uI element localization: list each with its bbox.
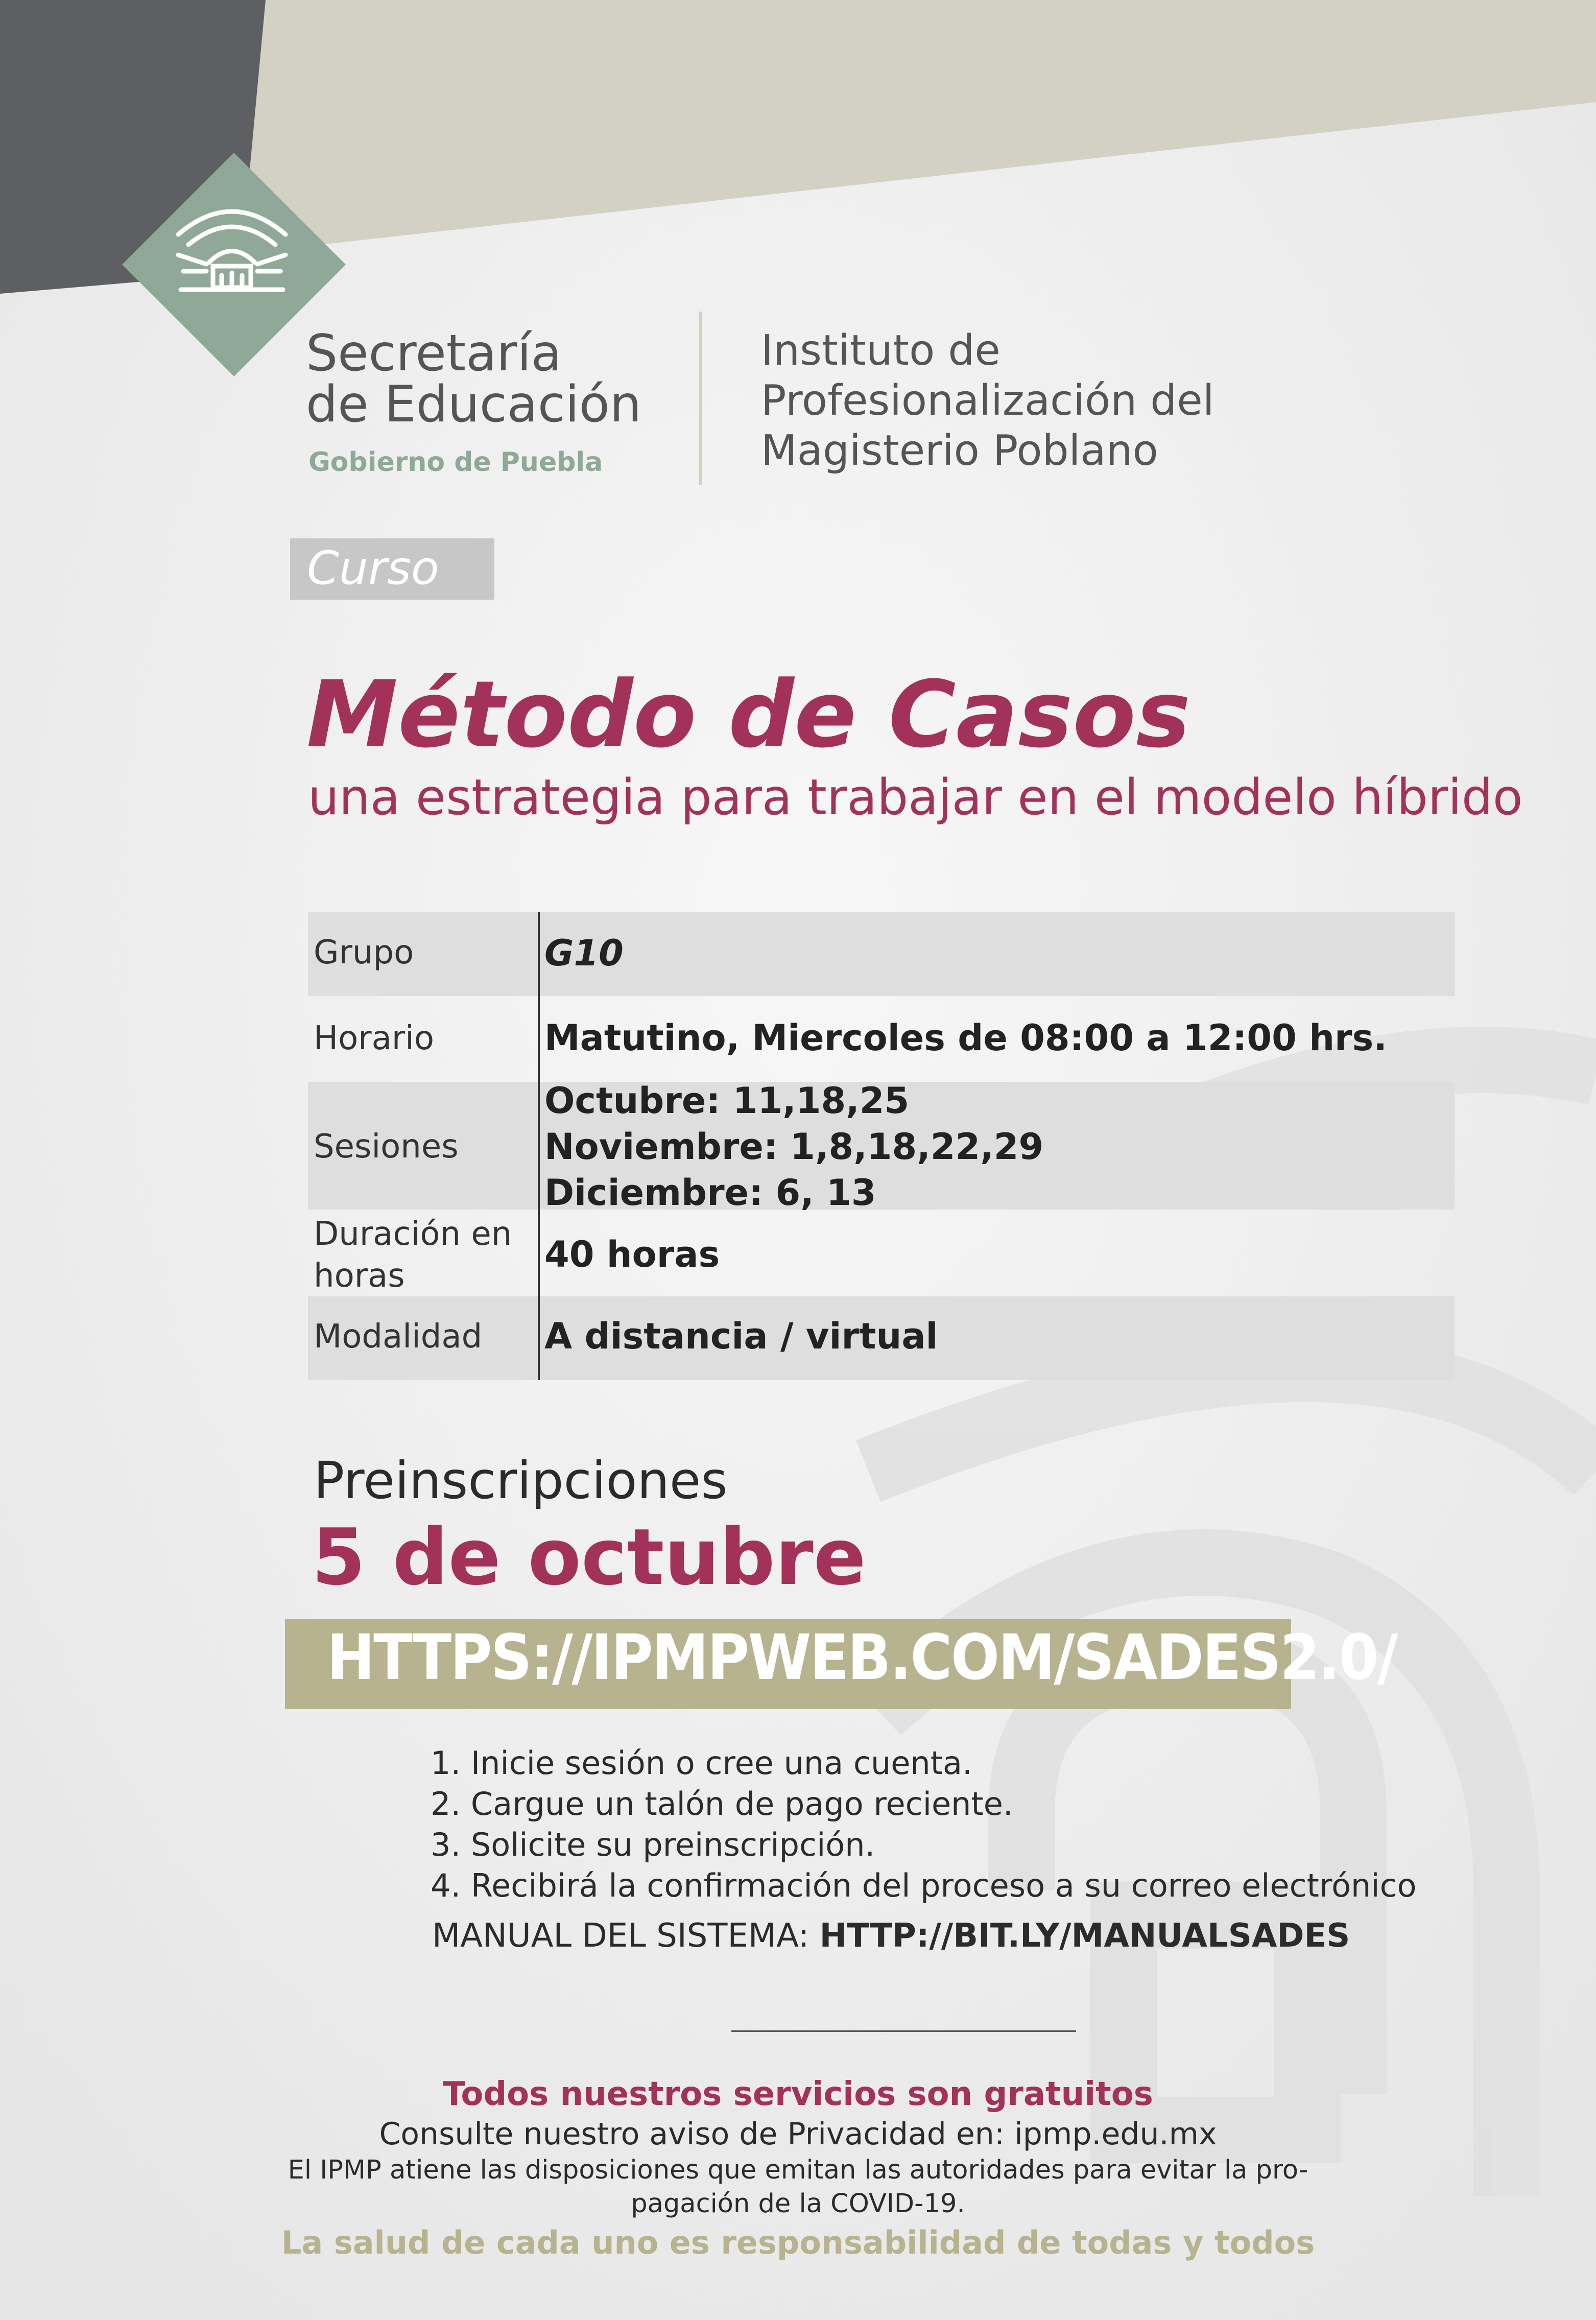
sessions-value-november: Noviembre: 1,8,18,22,29 (544, 1126, 1044, 1168)
modality-value: A distancia / virtual (544, 1315, 938, 1357)
duration-value: 40 horas (544, 1234, 720, 1275)
sessions-label: Sesiones (314, 1128, 459, 1166)
registration-steps (431, 1743, 1417, 1906)
step-item: 3. Solicite su preinscripción. (431, 1826, 875, 1863)
covid-notice-line1: El IPMP atiene las disposiciones que emitan las autoridades para evitar la pro- (288, 2155, 1308, 2185)
course-tag-label: Curso (307, 541, 439, 595)
government-label: Gobierno de Puebla (308, 447, 603, 478)
schedule-value: Matutino, Miercoles de 08:00 a 12:00 hrs. (544, 1017, 1387, 1059)
duration-label-line1: Duración en (314, 1215, 512, 1253)
duration-label-line2: horas (314, 1257, 405, 1295)
footer-divider (731, 2030, 1076, 2032)
registration-date: 5 de octubre (312, 1512, 866, 1602)
registration-url-link[interactable]: HTTPS://IPMPWEB.COM/SADES2.0/ (327, 1621, 1397, 1694)
modality-label: Modalidad (314, 1318, 483, 1356)
course-title: Método de Casos (306, 661, 1191, 768)
sessions-value-october: Octubre: 11,18,25 (544, 1080, 910, 1122)
manual-link[interactable]: HTTP://BIT.LY/MANUALSADES (819, 1917, 1350, 1955)
schedule-label: Horario (314, 1020, 435, 1057)
table-column-divider (538, 912, 540, 1380)
ministry-name-line2: de Educación (306, 375, 642, 434)
privacy-notice: Consulte nuestro aviso de Privacidad en: ipmp.edu.mx (379, 2116, 1217, 2152)
group-label: Grupo (314, 934, 414, 972)
course-subtitle: una estrategia para trabajar en el modelo híbrido (308, 769, 1523, 826)
covid-notice-line2: pagación de la COVID-19. (631, 2189, 965, 2219)
ministry-name-line1: Secretaría (306, 324, 562, 383)
course-tag (290, 538, 494, 600)
step-item: 1. Inicie sesión o cree una cuenta. (431, 1744, 972, 1782)
step-item: 2. Cargue un talón de pago reciente. (431, 1785, 1013, 1822)
sessions-value-december: Diciembre: 6, 13 (544, 1172, 876, 1214)
step-item: 4. Recibirá la confirmación del proceso a su correo electrónico (431, 1867, 1417, 1904)
institute-name-line1: Instituto de (761, 326, 1001, 375)
institute-name-line3: Magisterio Poblano (761, 427, 1158, 475)
registration-heading: Preinscripciones (314, 1451, 728, 1510)
header-vertical-divider (699, 312, 702, 485)
group-value: G10 (544, 932, 624, 974)
manual-label: MANUAL DEL SISTEMA: (432, 1917, 820, 1955)
table-row-shade (308, 912, 1455, 996)
health-notice: La salud de cada uno es responsabilidad de todas y todos (281, 2224, 1315, 2261)
institute-name-line2: Profesionalización del (761, 376, 1214, 425)
free-services-notice: Todos nuestros servicios son gratuitos (443, 2075, 1153, 2113)
